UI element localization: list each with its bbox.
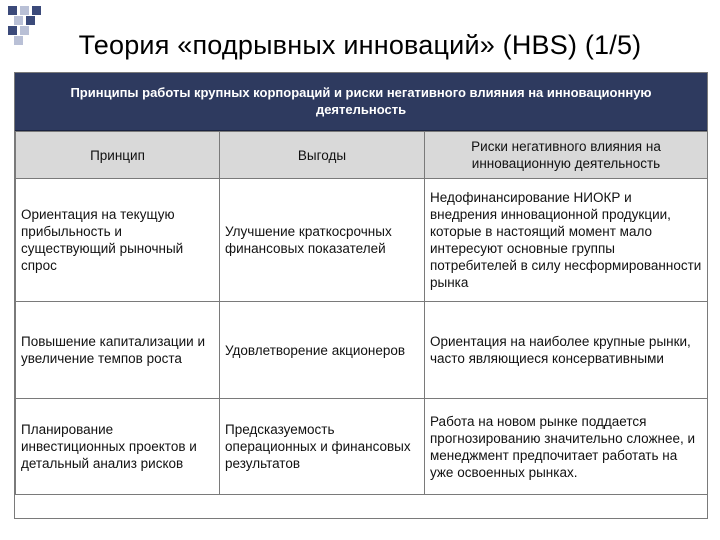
principle-cell: Планирование инвестиционных проектов и детальный анализ рисков (16, 399, 220, 495)
table-row (16, 399, 708, 495)
benefits-cell: Удовлетворение акционеров (220, 302, 425, 399)
principle-cell: Повышение капитализации и увеличение темпов роста (16, 302, 220, 399)
principle-cell: Ориентация на текущую прибыльность и существующий рыночный спрос (16, 179, 220, 302)
table-row (16, 302, 708, 399)
table-row (16, 179, 708, 302)
risks-cell: Ориентация на наиболее крупные рынки, часто являющиеся консервативными (425, 302, 708, 399)
risks-cell: Недофинансирование НИОКР и внедрения инновационной продукции, которые в настоящий момент мало интересуют основные группы потребителей в силу несформированности рынка (425, 179, 708, 302)
principles-grid (15, 131, 708, 495)
column-header-principle: Принцип (16, 132, 220, 179)
slide-title: Теория «подрывных инноваций» (HBS) (1/5) (78, 30, 642, 60)
risks-cell: Работа на новом рынке поддается прогнозированию значительно сложнее, и менеджмент предпочитает работать на уже освоенных рынках. (425, 399, 708, 495)
table-header: Принципы работы крупных корпораций и риски негативного влияния на инновационную деятельность (15, 73, 707, 131)
column-header-benefits: Выгоды (220, 132, 425, 179)
column-header-risks: Риски негативного влияния на инновационную деятельность (425, 132, 708, 179)
column-header-row (16, 132, 708, 179)
benefits-cell: Предсказуемость операционных и финансовых результатов (220, 399, 425, 495)
benefits-cell: Улучшение краткосрочных финансовых показателей (220, 179, 425, 302)
principles-table (14, 72, 708, 519)
